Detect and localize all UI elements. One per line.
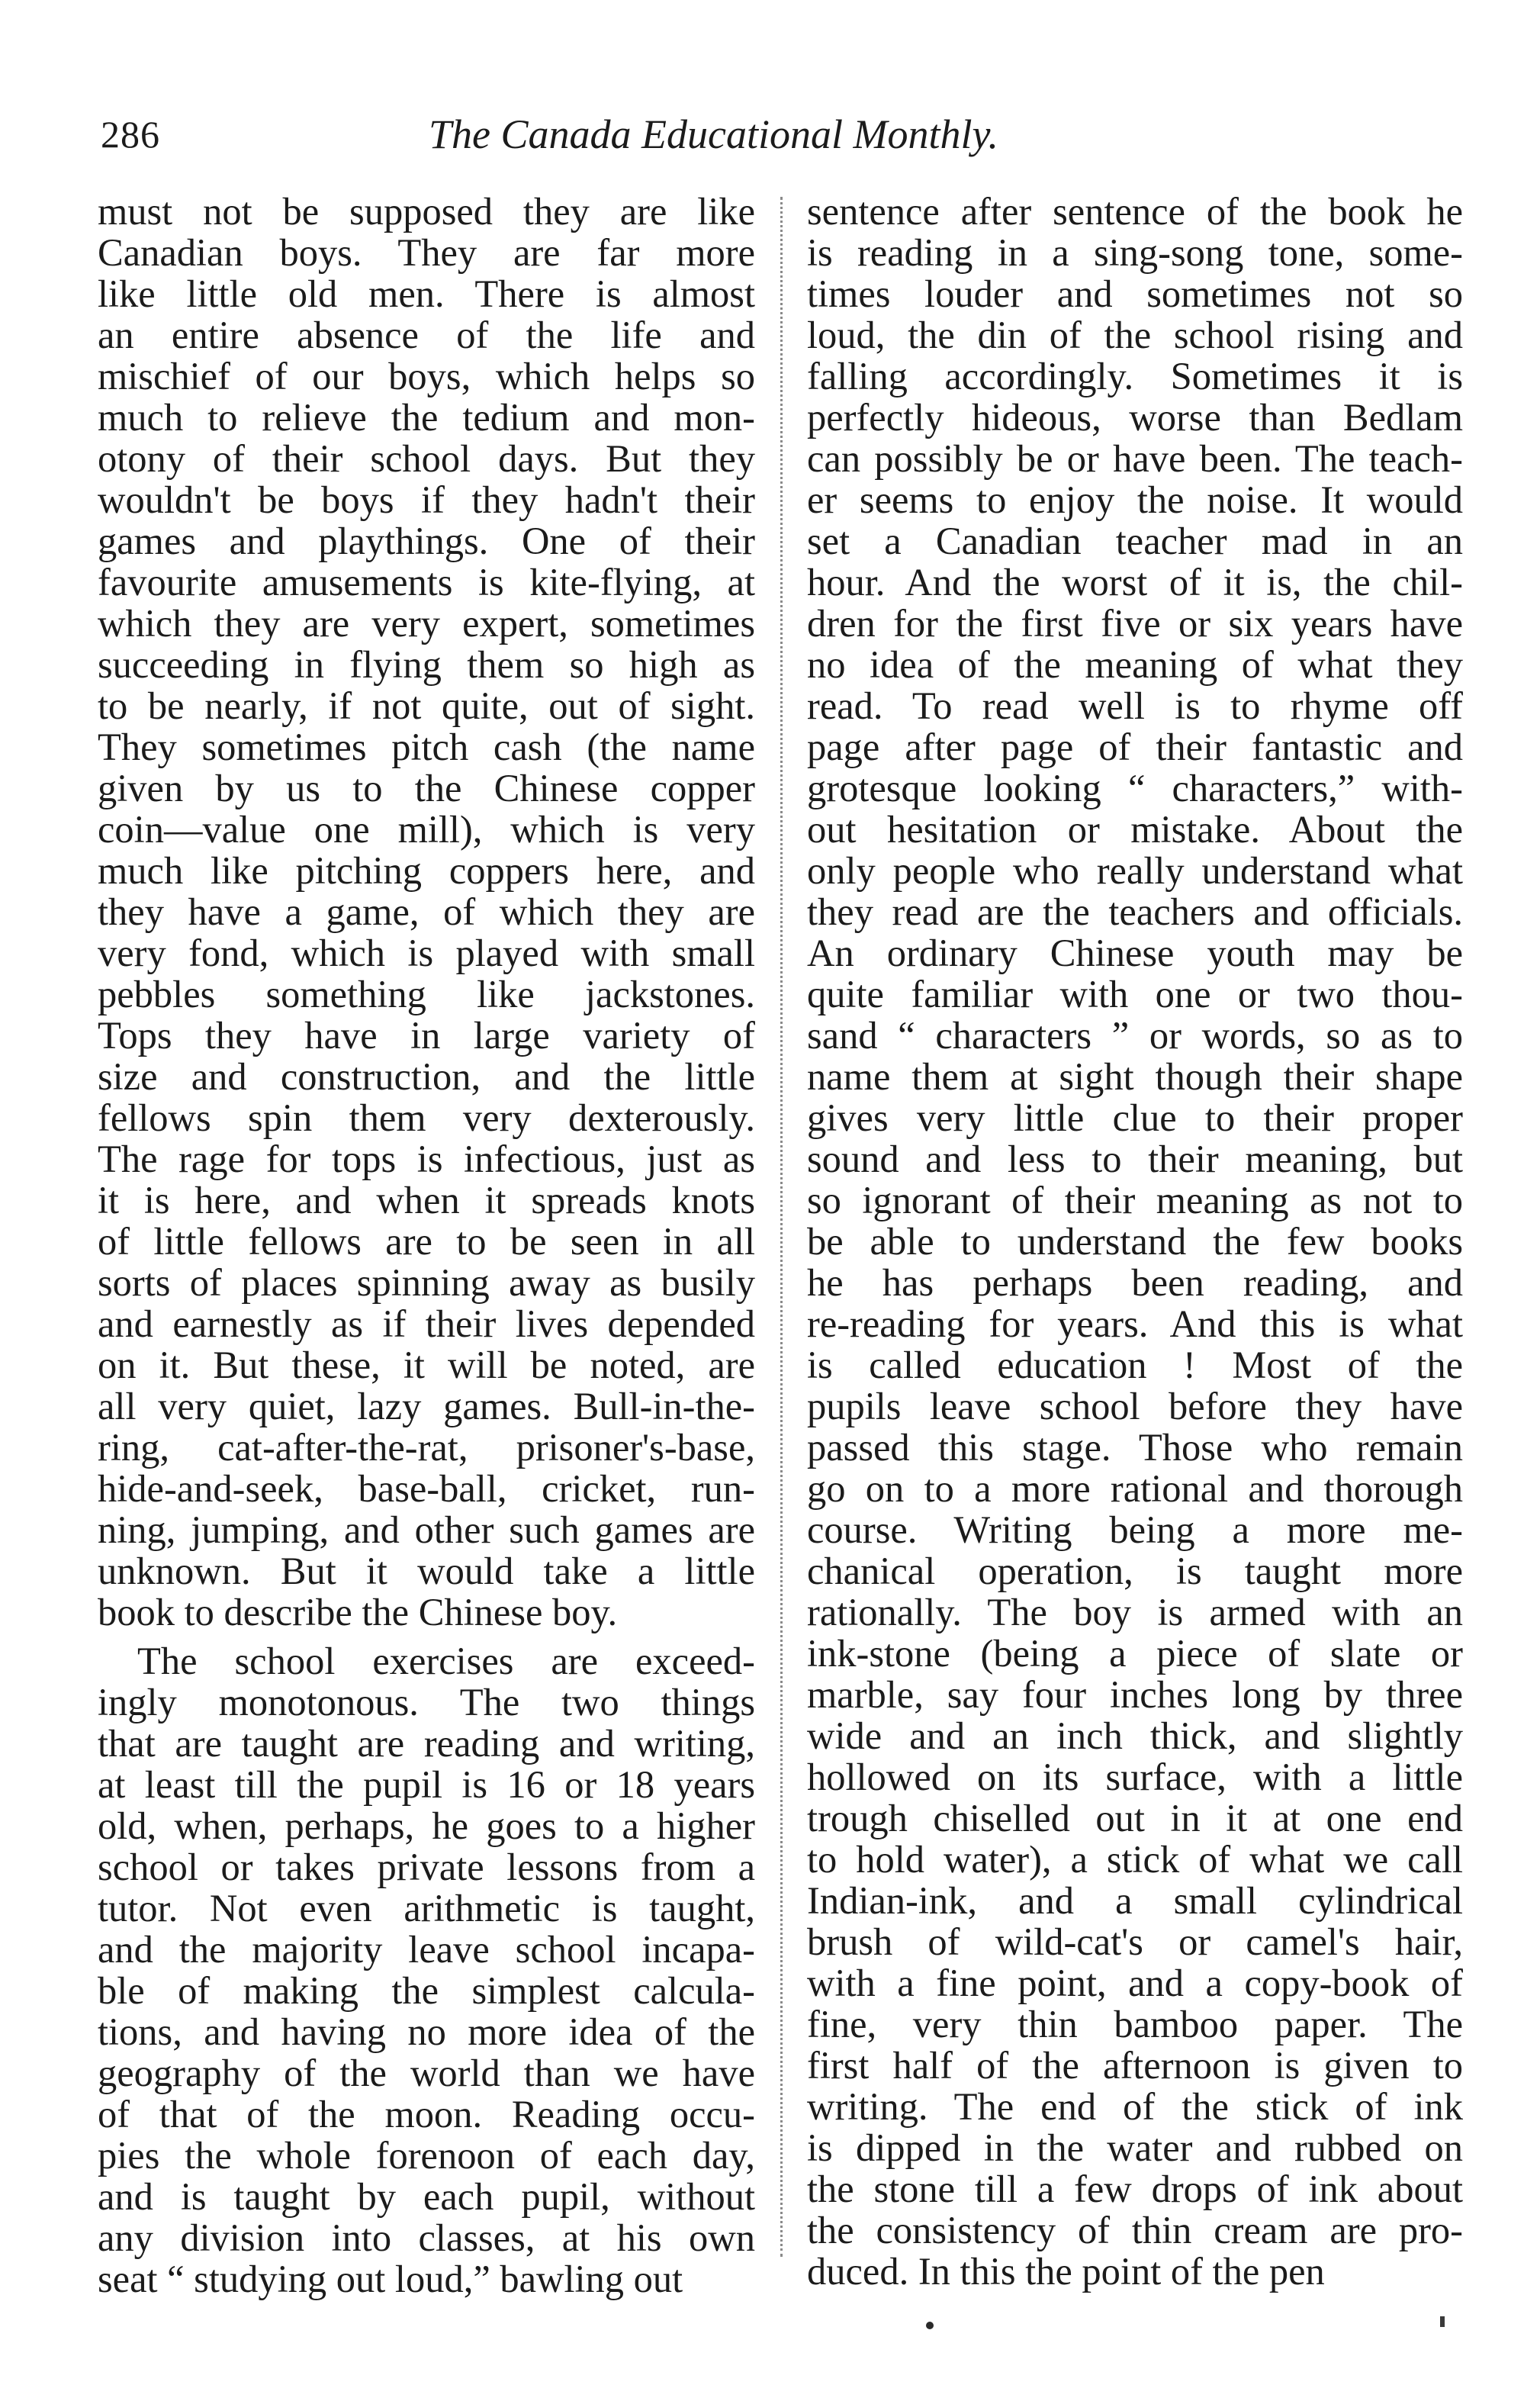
text-line: ingly monotonous. The two things (98, 1681, 755, 1724)
text-line: Indian-ink, and a small cylindrical (807, 1879, 1463, 1922)
text-line: ring, cat-after-the-rat, prisoner's-base, (98, 1426, 755, 1469)
text-line: given by us to the Chinese copper (98, 767, 755, 809)
text-line: so ignorant of their meaning as not to (807, 1179, 1463, 1221)
text-line: re-reading for years. And this is what (807, 1302, 1463, 1345)
text-line: it is here, and when it spreads knots (98, 1179, 755, 1221)
text-line: The school exercises are exceed- (137, 1640, 755, 1682)
text-line: favourite amusements is kite-flying, at (98, 561, 755, 603)
text-line: all very quiet, lazy games. Bull-in-the- (98, 1385, 755, 1427)
text-line: on it. But these, it will be noted, are (98, 1344, 755, 1386)
text-line: must not be supposed they are like (98, 190, 755, 233)
text-line: size and construction, and the little (98, 1055, 755, 1098)
text-line: which they are very expert, sometimes (98, 602, 755, 645)
text-line: fine, very thin bamboo paper. The (807, 2003, 1463, 2045)
text-line: sand “ characters ” or words, so as to (807, 1014, 1463, 1057)
text-line: and earnestly as if their lives depended (98, 1302, 755, 1345)
text-line: page after page of their fantastic and (807, 726, 1463, 768)
text-line: games and playthings. One of their (98, 520, 755, 562)
text-line: pupils leave school before they have (807, 1385, 1463, 1427)
text-line: wide and an inch thick, and slightly (807, 1714, 1463, 1757)
text-line: dren for the first five or six years have (807, 602, 1463, 645)
column-divider (780, 197, 783, 2257)
text-line: no idea of the meaning of what they (807, 643, 1463, 686)
text-line: can possibly be or have been. The teach- (807, 437, 1463, 480)
text-line: set a Canadian teacher mad in an (807, 520, 1463, 562)
text-line: they read are the teachers and officials. (807, 890, 1463, 933)
text-line: school or takes private lessons from a (98, 1846, 755, 1888)
running-head: The Canada Educational Monthly. (429, 111, 998, 157)
text-line: er seems to enjoy the noise. It would (807, 478, 1463, 521)
text-line: to hold water), a stick of what we call (807, 1838, 1463, 1881)
text-line: the consistency of thin cream are pro- (807, 2209, 1463, 2251)
page-header (101, 111, 1458, 172)
text-line: be able to understand the few books (807, 1220, 1463, 1263)
text-line: ble of making the simplest calcula- (98, 1969, 755, 2012)
text-line: duced. In this the point of the pen (807, 2250, 1325, 2293)
text-line: at least till the pupil is 16 or 18 years (98, 1763, 755, 1806)
text-line: read. To read well is to rhyme off (807, 684, 1463, 727)
text-line: Tops they have in large variety of (98, 1014, 755, 1057)
text-line: hour. And the worst of it is, the chil- (807, 561, 1463, 603)
text-line: ink-stone (being a piece of slate or (807, 1632, 1463, 1675)
text-line: marble, say four inches long by three (807, 1673, 1463, 1716)
text-line: geography of the world than we have (98, 2052, 755, 2094)
text-line: tutor. Not even arithmetic is taught, (98, 1887, 755, 1929)
text-line: grotesque looking “ characters,” with- (807, 767, 1463, 809)
text-line: loud, the din of the school rising and (807, 314, 1463, 356)
text-line: seat “ studying out loud,” bawling out (98, 2258, 683, 2300)
text-line: brush of wild-cat's or camel's hair, (807, 1920, 1463, 1963)
text-line: pebbles something like jackstones. (98, 973, 755, 1015)
text-line: hollowed on its surface, with a little (807, 1756, 1463, 1798)
printer-mark-dot (926, 2322, 934, 2329)
text-line: is called education ! Most of the (807, 1344, 1463, 1386)
text-line: trough chiselled out in it at one end (807, 1797, 1463, 1839)
text-line: sorts of places spinning away as busily (98, 1261, 755, 1304)
text-line: pies the whole forenoon of each day, (98, 2134, 755, 2177)
text-line: Canadian boys. They are far more (98, 231, 755, 274)
text-line: sentence after sentence of the book he (807, 190, 1463, 233)
text-line: unknown. But it would take a little (98, 1550, 755, 1592)
text-line: they have a game, of which they are (98, 890, 755, 933)
text-line: rationally. The boy is armed with an (807, 1591, 1463, 1633)
text-line: and the majority leave school incapa- (98, 1928, 755, 1971)
text-line: an entire absence of the life and (98, 314, 755, 356)
text-line: wouldn't be boys if they hadn't their (98, 478, 755, 521)
text-line: coin—value one mill), which is very (98, 808, 755, 851)
text-line: gives very little clue to their proper (807, 1096, 1463, 1139)
text-line: much to relieve the tedium and mon- (98, 396, 755, 439)
text-line: writing. The end of the stick of ink (807, 2085, 1463, 2128)
text-line: like little old men. There is almost (98, 272, 755, 315)
text-line: mischief of our boys, which helps so (98, 355, 755, 397)
text-line: fellows spin them very dexterously. (98, 1096, 755, 1139)
text-line: They sometimes pitch cash (the name (98, 726, 755, 768)
text-line: times louder and sometimes not so (807, 272, 1463, 315)
text-line: book to describe the Chinese boy. (98, 1591, 618, 1633)
text-line: of that of the moon. Reading occu- (98, 2093, 755, 2135)
text-line: first half of the afternoon is given to (807, 2044, 1463, 2087)
page-number: 286 (101, 113, 160, 156)
text-line: and is taught by each pupil, without (98, 2175, 755, 2218)
text-line: chanical operation, is taught more (807, 1550, 1463, 1592)
text-line: only people who really understand what (807, 849, 1463, 892)
text-line: is reading in a sing-song tone, some- (807, 231, 1463, 274)
text-line: An ordinary Chinese youth may be (807, 932, 1463, 974)
text-line: The rage for tops is infectious, just as (98, 1138, 755, 1180)
text-line: is dipped in the water and rubbed on (807, 2126, 1463, 2169)
printer-mark-tick (1440, 2316, 1445, 2327)
text-line: tions, and having no more idea of the (98, 2010, 755, 2053)
text-line: course. Writing being a more me- (807, 1508, 1463, 1551)
text-line: go on to a more rational and thorough (807, 1467, 1463, 1510)
text-line: to be nearly, if not quite, out of sight. (98, 684, 755, 727)
left-text-column (98, 191, 755, 2300)
text-line: name them at sight though their shape (807, 1055, 1463, 1098)
text-line: the stone till a few drops of ink about (807, 2168, 1463, 2210)
text-line: sound and less to their meaning, but (807, 1138, 1463, 1180)
text-line: falling accordingly. Sometimes it is (807, 355, 1463, 397)
text-line: hide-and-seek, base-ball, cricket, run- (98, 1467, 755, 1510)
right-text-column (807, 191, 1463, 2292)
text-line: ning, jumping, and other such games are (98, 1508, 755, 1551)
text-line: he has perhaps been reading, and (807, 1261, 1463, 1304)
text-line: any division into classes, at his own (98, 2216, 755, 2259)
text-line: succeeding in flying them so high as (98, 643, 755, 686)
text-line: very fond, which is played with small (98, 932, 755, 974)
text-line: otony of their school days. But they (98, 437, 755, 480)
text-line: quite familiar with one or two thou- (807, 973, 1463, 1015)
text-line: out hesitation or mistake. About the (807, 808, 1463, 851)
text-line: of little fellows are to be seen in all (98, 1220, 755, 1263)
text-line: with a fine point, and a copy-book of (807, 1962, 1463, 2004)
text-line: that are taught are reading and writing, (98, 1722, 755, 1765)
text-line: old, when, perhaps, he goes to a higher (98, 1804, 755, 1847)
text-line: perfectly hideous, worse than Bedlam (807, 396, 1463, 439)
text-line: much like pitching coppers here, and (98, 849, 755, 892)
text-line: passed this stage. Those who remain (807, 1426, 1463, 1469)
